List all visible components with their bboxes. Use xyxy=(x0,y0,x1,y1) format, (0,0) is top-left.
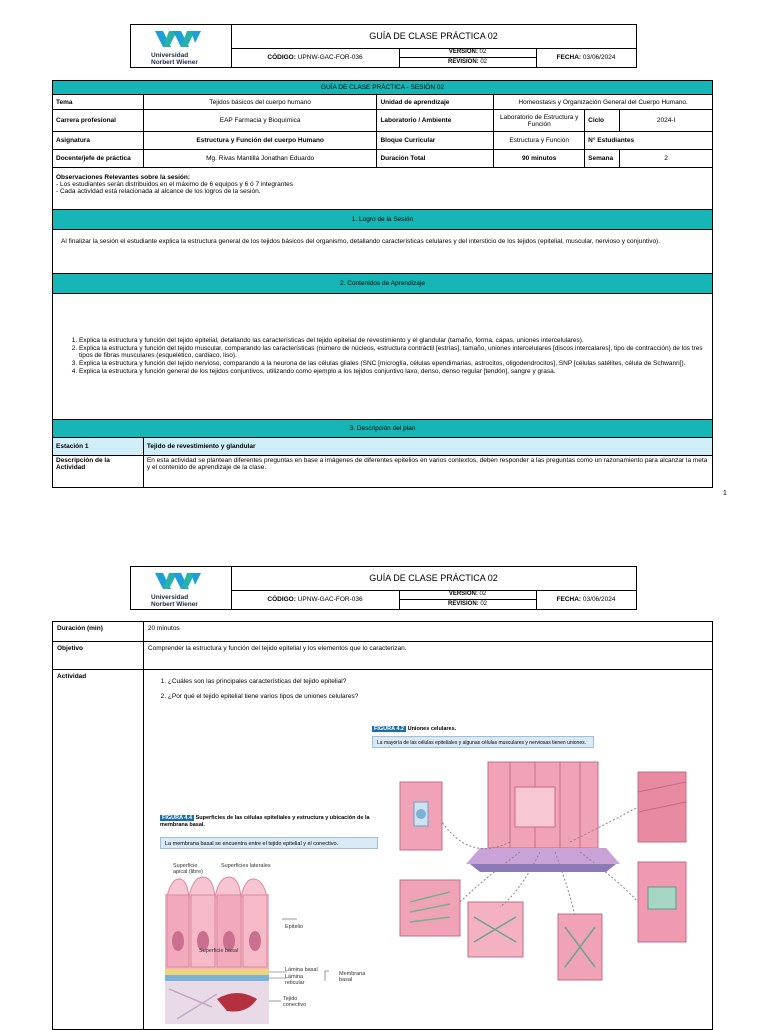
revision-label: REVISIÓN: xyxy=(447,59,479,65)
university-logo xyxy=(131,567,232,609)
codigo-value: UPNW-GAC-FOR-036 xyxy=(297,596,363,603)
logro-heading: 1. Logro de la Sesión xyxy=(53,210,713,230)
doc-code xyxy=(231,590,400,609)
objetivo-value: Comprender la estructura y función del tejido epitelial y los elementos que lo caracterizan. xyxy=(143,642,712,670)
logo-icon xyxy=(155,571,207,593)
carrera-value: EAP Farmacia y Bioquímica xyxy=(143,110,377,132)
carrera-label: Carrera profesional xyxy=(53,110,144,132)
contenido-item: 1. Explica la estructura y función del tejido epitelial, detallando las características del tejido epitelial de revestimiento y el glandular (tamaño, forma, capas, uniones intercelulares). xyxy=(79,337,708,344)
doc-title: GUÍA DE CLASE PRÁCTICA 02 xyxy=(231,25,636,49)
question-item: 2. ¿Por qué el tejido epitelial tiene varios tipos de uniones celulares? xyxy=(168,693,708,700)
figure-cell-junctions xyxy=(370,726,695,1024)
estacion-value: Tejido de revestimiento y glandular xyxy=(143,438,712,456)
semana-label: Semana xyxy=(585,150,620,168)
semana-value: 2 xyxy=(620,150,713,168)
doc-date xyxy=(536,590,636,609)
figure2-label: FIGURA 4.2 xyxy=(374,726,405,732)
revision-value: 02 xyxy=(480,59,488,65)
ciclo-value: 2024-I xyxy=(620,110,713,132)
fecha-label: FECHA: xyxy=(556,54,582,61)
junctions-illustration xyxy=(370,752,695,1022)
revision-value: 02 xyxy=(480,601,488,607)
duracion-value: 90 minutos xyxy=(494,150,585,168)
duracion-min-value: 20 minutos xyxy=(143,622,712,642)
epithelium-illustration xyxy=(157,849,382,1024)
ciclo-label: Ciclo xyxy=(585,110,620,132)
duracion-min-label: Duración (min) xyxy=(53,622,144,642)
fecha-value: 03/06/2024 xyxy=(582,596,616,603)
version-value: 02 xyxy=(479,49,487,55)
lab-label: Laboratorio / Ambiente xyxy=(377,110,494,132)
session-table xyxy=(52,80,713,488)
figure1-title: Superficies de las células epiteliales y estructura y ubicación de la membrana basal. xyxy=(160,815,370,828)
bloque-label: Bloque Curricular xyxy=(377,132,494,150)
logo-line1: Universidad xyxy=(151,594,189,601)
contenido-item: 4. Explica la estructura y función general de los tejidos conjuntivos, utilizando como ejemplo a los tejidos conjuntivo laxo, denso, denso regular [tendón], sangre y grasa. xyxy=(79,368,708,375)
asignatura-label: Asignatura xyxy=(53,132,144,150)
page-header xyxy=(130,566,637,610)
university-logo xyxy=(131,25,232,67)
doc-date xyxy=(536,48,636,67)
tema-value: Tejidos básicos del cuerpo humano xyxy=(143,95,377,110)
logo-icon xyxy=(155,29,207,51)
logo-line2: Norbert Wiener xyxy=(151,601,198,608)
logo-text xyxy=(151,52,198,66)
actividad-label: Actividad xyxy=(53,670,144,1030)
page-header xyxy=(130,24,637,68)
figure2-caption: La mayoría de las células epiteliales y algunas células musculares y nerviosas tienen uniones. xyxy=(372,736,594,748)
lab-value: Laboratorio de Estructura y Función xyxy=(494,110,585,132)
estudiantes-label: N° Estudiantes xyxy=(585,132,713,150)
label-apical: Superficie apical (libre) xyxy=(173,863,203,875)
version-label: VERSION: xyxy=(448,49,478,55)
figure2-title: Uniones celulares. xyxy=(407,726,457,732)
unidad-value: Homeostasis y Organización General del Cuerpo Humano. xyxy=(494,95,713,110)
observaciones-line1: - Los estudiantes serán distribuidos en el máximo de 6 equipos y 6 ó 7 integrantes xyxy=(56,181,294,188)
doc-title: GUÍA DE CLASE PRÁCTICA 02 xyxy=(231,567,636,591)
figure1-label: FIGURA 4.4 xyxy=(162,815,193,821)
figure1-heading xyxy=(160,815,380,829)
logo-line1: Universidad xyxy=(151,52,189,59)
docente-value: Mg. Rivas Mantilla Jonathan Eduardo xyxy=(143,150,377,168)
objetivo-label: Objetivo xyxy=(53,642,144,670)
descripcion-value: En esta actividad se plantean diferentes preguntas en base a imágenes de diferentes epitelios en varios contextos, deben responder a las preguntas como un razonamiento para alcanzar la meta y el contenido de aprendizaje de la clase. xyxy=(143,456,712,488)
figure1-caption: La membrana basal se encuentra entre el tejido epitelial y el conectivo. xyxy=(160,837,378,849)
label-basal: Superficie basal xyxy=(199,948,239,954)
codigo-label: CÓDIGO: xyxy=(267,596,296,603)
page-number: 1 xyxy=(723,490,727,497)
figure2-heading xyxy=(372,726,456,733)
logro-text: Al finalizar la sesión el estudiante explica la estructura general de los tejidos básicos del organismo, detallando características celulares y del intersticio de los tejidos (epitelial, muscular, nervioso y conjuntivo). xyxy=(53,230,713,274)
doc-version xyxy=(399,48,537,67)
tema-label: Tema xyxy=(53,95,144,110)
fecha-value: 03/06/2024 xyxy=(582,54,616,61)
observaciones-line2: - Cada actividad está relacionada al alcance de los logros de la sesión. xyxy=(56,188,261,195)
label-lamina-reticular: Lámina reticular xyxy=(285,974,305,986)
asignatura-value: Estructura y Función del cuerpo Humano xyxy=(143,132,377,150)
duracion-label: Duración Total xyxy=(377,150,494,168)
contenidos-list xyxy=(53,294,713,420)
codigo-value: UPNW-GAC-FOR-036 xyxy=(297,54,363,61)
version-value: 02 xyxy=(479,591,487,597)
logo-line2: Norbert Wiener xyxy=(151,59,198,66)
label-epitelio: Epitelio xyxy=(285,924,304,930)
label-lamina-basal: Lámina basal xyxy=(285,967,318,973)
session-title: GUÍA DE CLASE PRÁCTICA - SESIÓN 02 xyxy=(53,81,713,95)
unidad-label: Unidad de aprendizaje xyxy=(377,95,494,110)
label-tejido-conectivo: Tejido conectivo xyxy=(283,996,307,1008)
bloque-value: Estructura y Función xyxy=(494,132,585,150)
observaciones-title: Observaciones Relevantes sobre la sesión: xyxy=(56,174,191,181)
docente-label: Docente/jefe de práctica xyxy=(53,150,144,168)
plan-heading: 3. Descripción del plan xyxy=(53,420,713,438)
version-label: VERSION: xyxy=(448,591,478,597)
question-item: 1. ¿Cuáles son las principales características del tejido epitelial? xyxy=(168,678,708,685)
figure-epithelial-surfaces xyxy=(157,813,382,1024)
codigo-label: CÓDIGO: xyxy=(267,54,296,61)
fecha-label: FECHA: xyxy=(556,596,582,603)
label-membrana-basal: Membrana basal xyxy=(339,971,366,983)
observaciones xyxy=(53,168,713,210)
doc-code xyxy=(231,48,400,67)
contenido-item: 2. Explica la estructura y función del tejido muscular, comparando las características (número de núcleos, estructura contráctil [estrías], tamaño, uniones intercelulares [discos intercalares], tipo de contracción) de los tres tipos de fibras musculares (esquelético, cardiaco, liso). xyxy=(79,345,708,359)
contenidos-heading: 2. Contenidos de Aprendizaje xyxy=(53,274,713,294)
label-laterales: Superficies laterales xyxy=(221,863,271,869)
revision-label: REVISIÓN: xyxy=(447,601,479,607)
estacion-label: Estación 1 xyxy=(53,438,144,456)
doc-version xyxy=(399,590,537,609)
contenido-item: 3. Explica la estructura y función del tejido nervioso, comparando a la neurona de las células gliales (SNC [microglía, células ependimarias, astrocitos, oligodendrocitos], SNP [células satélites, célula de Schwann]). xyxy=(79,360,708,367)
logo-text xyxy=(151,594,198,608)
descripcion-label: Descripción de la Actividad xyxy=(53,456,144,488)
